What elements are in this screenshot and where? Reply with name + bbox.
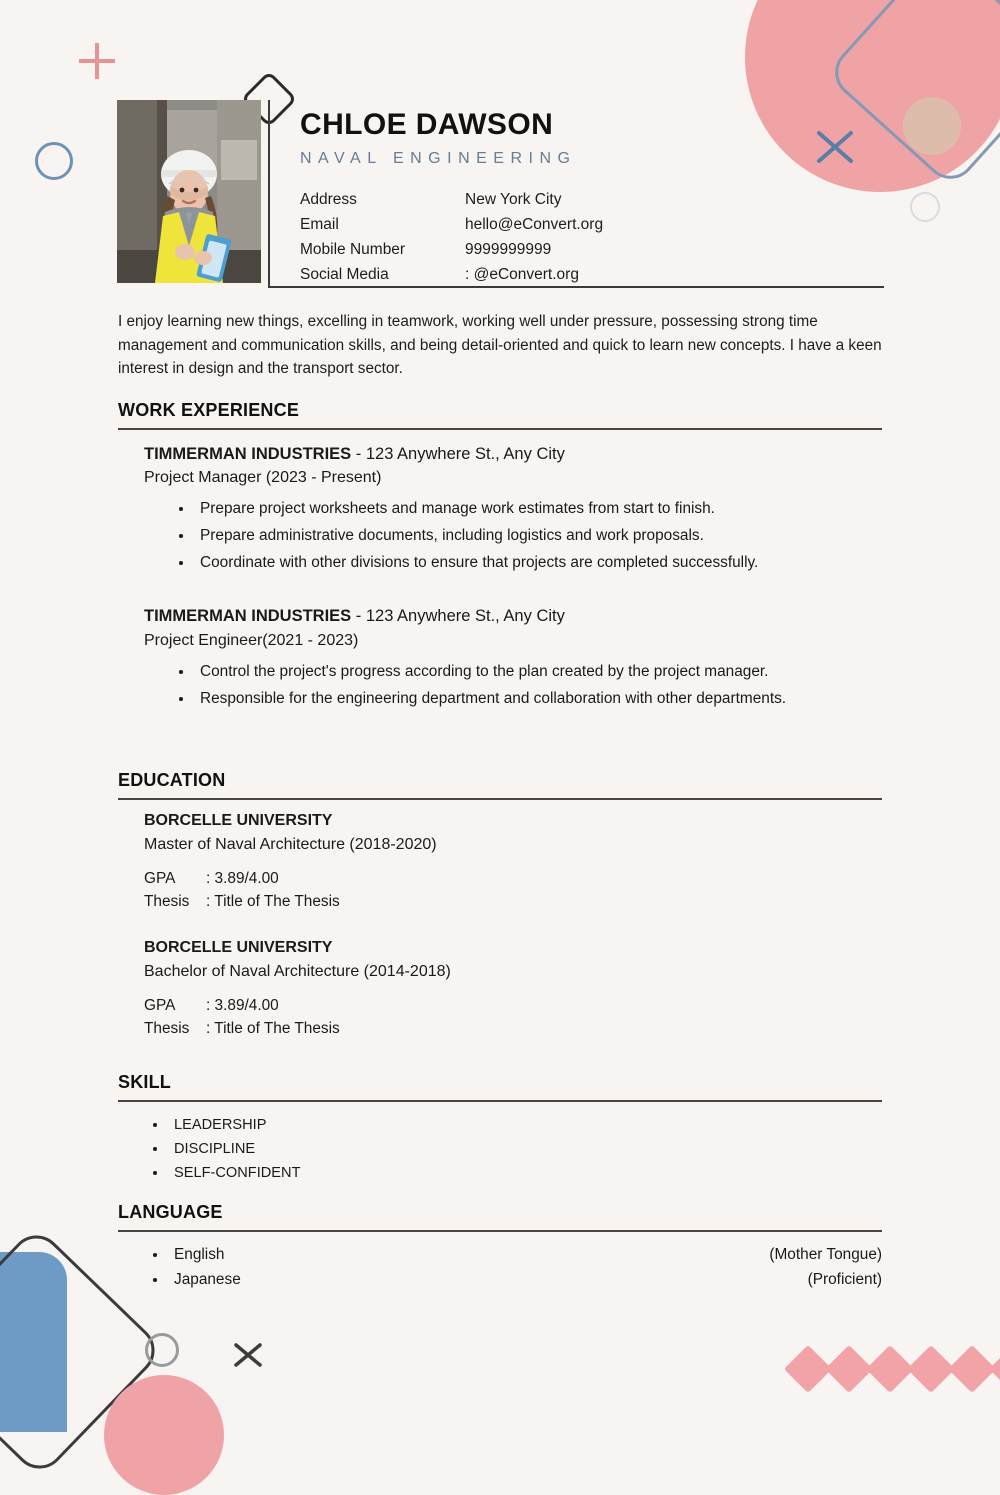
contact-row-email xyxy=(300,212,916,237)
language-level: (Proficient) xyxy=(807,1270,882,1288)
language-level: (Mother Tongue) xyxy=(769,1246,882,1263)
education-thesis-value: : Title of The Thesis xyxy=(206,1020,340,1038)
section-language xyxy=(118,1202,882,1293)
section-education xyxy=(118,770,882,1040)
contact-value-social[interactable]: : @eConvert.org xyxy=(465,266,579,284)
education-thesis-row xyxy=(144,890,882,913)
education-gpa-row xyxy=(144,994,882,1017)
job-bullet-list xyxy=(144,497,882,575)
gray-circle-outline-decoration-bottom-left xyxy=(145,1333,179,1367)
language-item xyxy=(168,1268,882,1293)
profile-photo xyxy=(117,100,261,283)
contact-value-email[interactable]: hello@eConvert.org xyxy=(465,216,604,234)
section-divider xyxy=(118,1100,882,1102)
pink-diamond-row-decoration-bottom-right xyxy=(789,1352,1000,1386)
section-skill xyxy=(118,1072,882,1185)
profession-subtitle: NAVAL ENGINEERING xyxy=(300,150,577,167)
diamond-shape xyxy=(866,1345,914,1393)
job-entry xyxy=(118,443,882,575)
section-heading-skill: SKILL xyxy=(118,1072,171,1092)
diamond-shape xyxy=(989,1345,1000,1393)
education-school: BORCELLE UNIVERSITY xyxy=(144,939,333,957)
contact-row-social xyxy=(300,262,916,287)
pink-plus-decoration-top-left xyxy=(76,40,118,82)
job-bullet-list xyxy=(144,660,882,711)
blue-rounded-rectangle-decoration-bottom-left xyxy=(0,1252,67,1432)
diamond-shape xyxy=(784,1345,832,1393)
education-degree: Bachelor of Naval Architecture (2014-2018) xyxy=(144,963,451,981)
education-entry xyxy=(118,939,882,1040)
section-divider xyxy=(118,798,882,800)
job-address: - 123 Anywhere St., Any City xyxy=(351,607,565,626)
education-thesis-row xyxy=(144,1017,882,1040)
education-thesis-value: : Title of The Thesis xyxy=(206,893,340,911)
section-heading-education: EDUCATION xyxy=(118,770,226,790)
contact-label: Mobile Number xyxy=(300,241,406,259)
language-list xyxy=(118,1243,882,1293)
education-thesis-label: Thesis xyxy=(144,893,190,911)
language-name: • Japanese xyxy=(174,1270,241,1288)
job-bullet: • Coordinate with other divisions to ensure that projects are completed successfully. xyxy=(194,551,882,575)
job-bullet: • Responsible for the engineering department and collaboration with other departments. xyxy=(194,687,882,711)
page-title: CHLOE DAWSON xyxy=(300,108,554,141)
education-gpa-row xyxy=(144,867,882,890)
contact-info-table xyxy=(300,187,916,287)
job-company: TIMMERMAN INDUSTRIES xyxy=(144,445,352,463)
diamond-shape xyxy=(948,1345,996,1393)
language-line xyxy=(174,1268,882,1293)
section-heading-language: LANGUAGE xyxy=(118,1202,223,1222)
contact-label: Address xyxy=(300,191,357,208)
skill-list xyxy=(118,1113,882,1185)
job-entry xyxy=(118,605,882,710)
dark-x-decoration-bottom-left xyxy=(231,1338,265,1372)
language-name: • English xyxy=(174,1246,225,1263)
education-school: BORCELLE UNIVERSITY xyxy=(144,812,333,829)
contact-value-mobile: 9999999999 xyxy=(465,241,552,259)
contact-row-address xyxy=(300,187,916,212)
header-divider xyxy=(268,286,884,288)
education-meta xyxy=(144,867,882,913)
education-entry xyxy=(118,812,882,913)
diamond-shape xyxy=(825,1345,873,1393)
diamond-shape xyxy=(907,1345,955,1393)
job-bullet: • Prepare administrative documents, including logistics and work proposals. xyxy=(194,524,882,548)
contact-row-mobile xyxy=(300,237,916,262)
pink-circle-decoration-bottom-left xyxy=(104,1375,224,1495)
education-gpa-label: GPA xyxy=(144,997,176,1015)
job-bullet: • Control the project's progress according to the plan created by the project manager. xyxy=(194,660,882,684)
section-heading-work-experience: WORK EXPERIENCE xyxy=(118,400,300,420)
portrait-photo-graphic xyxy=(117,100,261,283)
section-divider xyxy=(118,428,882,430)
job-role: Project Engineer(2021 - 2023) xyxy=(144,631,359,649)
job-role: Project Manager (2023 - Present) xyxy=(144,469,382,487)
section-work-experience xyxy=(118,400,882,714)
education-gpa-value: : 3.89/4.00 xyxy=(206,997,279,1015)
education-gpa-value: : 3.89/4.00 xyxy=(206,870,279,887)
education-thesis-label: Thesis xyxy=(144,1020,190,1038)
contact-label: Email xyxy=(300,216,339,234)
job-company: TIMMERMAN INDUSTRIES xyxy=(144,607,352,626)
job-bullet: • Prepare project worksheets and manage work estimates from start to finish. xyxy=(194,497,882,521)
resume-header xyxy=(0,100,1000,287)
profile-summary: I enjoy learning new things, excelling in teamwork, working well under pressure, possessing strong time management and communication skills, and being detail-oriented and quick to learn new concepts. I have a keen interest in design and the transport sector. xyxy=(118,313,882,378)
language-item xyxy=(168,1243,882,1268)
header-text-block xyxy=(268,100,916,287)
skill-item: • LEADERSHIP xyxy=(168,1113,882,1137)
section-divider xyxy=(118,1230,882,1232)
contact-label: Social Media xyxy=(300,266,389,284)
language-line xyxy=(174,1243,882,1268)
skill-item: • SELF-CONFIDENT xyxy=(168,1161,882,1185)
skill-item: • DISCIPLINE xyxy=(168,1137,882,1161)
job-title-line xyxy=(144,605,882,627)
education-meta xyxy=(144,994,882,1040)
education-gpa-label: GPA xyxy=(144,870,176,887)
contact-value-address: New York City xyxy=(465,191,562,208)
education-degree: Master of Naval Architecture (2018-2020) xyxy=(144,836,437,853)
job-title-line xyxy=(144,443,882,465)
job-address: - 123 Anywhere St., Any City xyxy=(351,445,565,463)
